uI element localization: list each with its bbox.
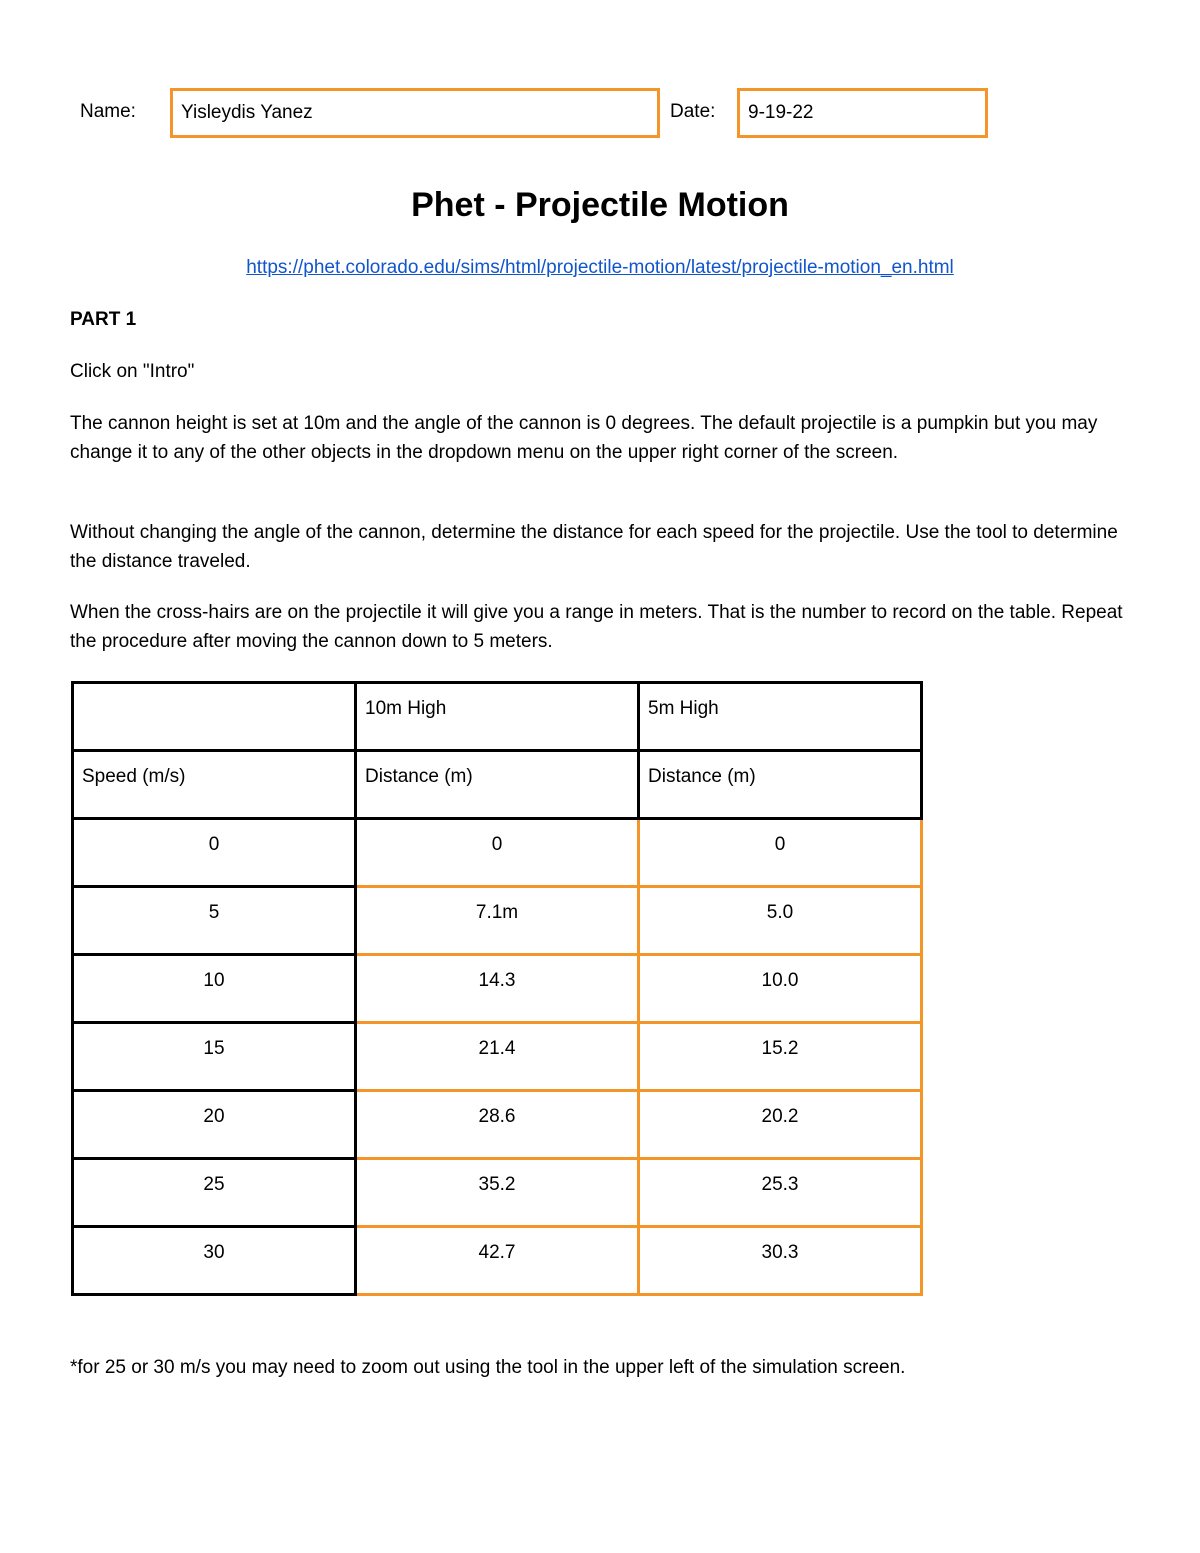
table-row	[73, 1159, 922, 1227]
part-heading: PART 1	[70, 309, 137, 330]
table-row	[73, 955, 922, 1023]
date-field[interactable]: 9-19-22	[737, 88, 988, 138]
distance-5m-cell[interactable]: 0	[639, 819, 922, 887]
distance-5m-cell[interactable]: 30.3	[639, 1227, 922, 1295]
distance-10m-cell[interactable]: 42.7	[356, 1227, 639, 1295]
table-row	[73, 887, 922, 955]
distance-10m-cell[interactable]: 21.4	[356, 1023, 639, 1091]
distance-5m-cell[interactable]: 5.0	[639, 887, 922, 955]
footnote: *for 25 or 30 m/s you may need to zoom out using the tool in the upper left of the simulation screen.	[70, 1357, 906, 1378]
speed-cell: 0	[73, 819, 356, 887]
table-header-cell: 5m High	[639, 683, 922, 751]
intro-instruction: Click on "Intro"	[70, 361, 195, 382]
table-row	[73, 1227, 922, 1295]
distance-5m-cell[interactable]: 20.2	[639, 1091, 922, 1159]
distance-10m-cell[interactable]: 35.2	[356, 1159, 639, 1227]
distance-5m-cell[interactable]: 15.2	[639, 1023, 922, 1091]
instruction-paragraph-3: When the cross-hairs are on the projectile it will give you a range in meters. That is the number to record on the table. Repeat the procedure after moving the cannon down to 5 meters.	[70, 602, 1123, 652]
distance-10m-cell[interactable]: 7.1m	[356, 887, 639, 955]
speed-cell: 15	[73, 1023, 356, 1091]
table-header-cell	[73, 683, 356, 751]
page-title: Phet - Projectile Motion	[411, 186, 789, 224]
speed-cell: 5	[73, 887, 356, 955]
distance-5m-cell[interactable]: 10.0	[639, 955, 922, 1023]
table-subheader-cell: Distance (m)	[356, 751, 639, 819]
speed-cell: 20	[73, 1091, 356, 1159]
speed-cell: 10	[73, 955, 356, 1023]
table-row	[73, 819, 922, 887]
table-row	[73, 1091, 922, 1159]
table-row	[73, 1023, 922, 1091]
name-label: Name:	[80, 101, 136, 122]
table-subheader-cell: Speed (m/s)	[73, 751, 356, 819]
name-field[interactable]: Yisleydis Yanez	[170, 88, 660, 138]
distance-5m-cell[interactable]: 25.3	[639, 1159, 922, 1227]
speed-cell: 25	[73, 1159, 356, 1227]
instruction-paragraph-2: Without changing the angle of the cannon, determine the distance for each speed for the projectile. Use the tool to determine the distance traveled.	[70, 522, 1118, 572]
table-subheader-cell: Distance (m)	[639, 751, 922, 819]
table-header-row	[73, 683, 922, 751]
distance-10m-cell[interactable]: 14.3	[356, 955, 639, 1023]
table-subheader-row	[73, 751, 922, 819]
distance-10m-cell[interactable]: 28.6	[356, 1091, 639, 1159]
speed-cell: 30	[73, 1227, 356, 1295]
simulation-link[interactable]: https://phet.colorado.edu/sims/html/projectile-motion/latest/projectile-motion_en.html	[246, 257, 954, 278]
distance-table	[71, 681, 923, 1296]
table-header-cell: 10m High	[356, 683, 639, 751]
distance-10m-cell[interactable]: 0	[356, 819, 639, 887]
instruction-paragraph-1: The cannon height is set at 10m and the angle of the cannon is 0 degrees. The default projectile is a pumpkin but you may change it to any of the other objects in the dropdown menu on the upper right corner of the screen.	[70, 413, 1098, 463]
date-label: Date:	[670, 101, 716, 122]
